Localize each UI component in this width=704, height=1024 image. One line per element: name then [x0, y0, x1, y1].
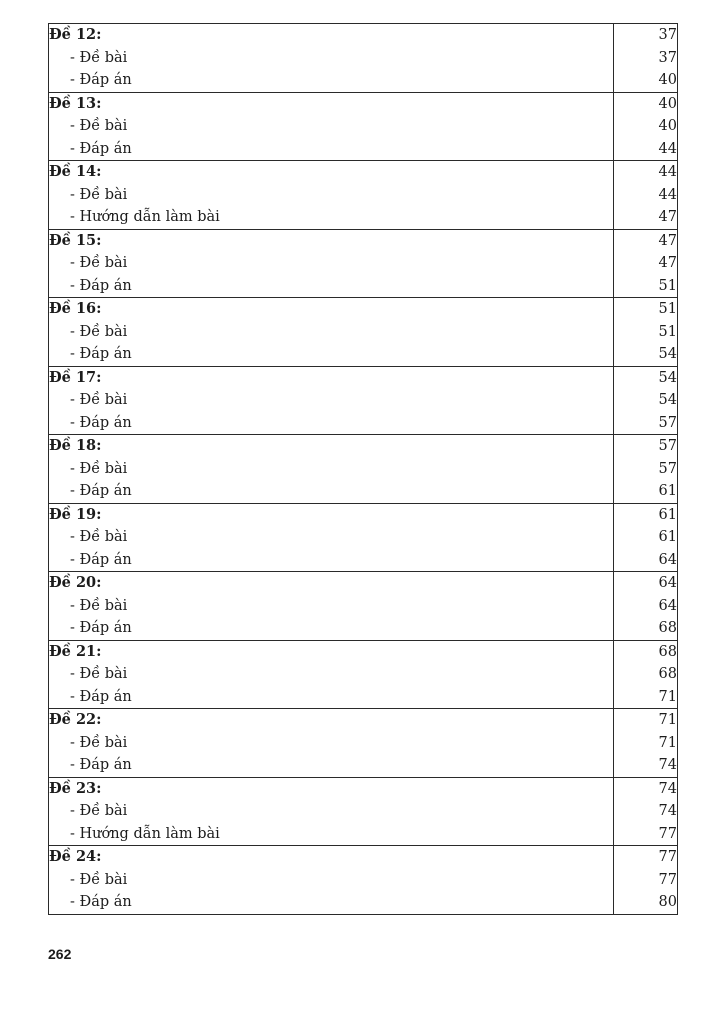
section-page: 44	[658, 164, 677, 180]
item-page: 54	[658, 392, 677, 408]
section-title: Đề 24:	[49, 848, 102, 865]
item-page: 40	[658, 72, 677, 88]
toc-pages-cell	[614, 435, 678, 504]
item-label: - Đáp án	[70, 894, 132, 910]
item-label: - Đề bài	[70, 186, 128, 203]
section-page: 51	[658, 301, 677, 317]
item-label: - Đề bài	[70, 597, 128, 614]
section-title: Đề 18:	[49, 437, 102, 454]
item-page: 61	[658, 483, 677, 499]
item-page: 44	[658, 140, 677, 157]
item-label: - Đáp án	[70, 483, 132, 499]
section-title: Đề 14:	[49, 163, 102, 180]
item-label: - Đề bài	[70, 255, 128, 271]
toc-pages-cell	[614, 709, 678, 778]
item-page: 57	[658, 460, 677, 477]
toc-pages-cell	[614, 24, 678, 93]
item-page: 47	[658, 209, 677, 225]
section-title: Đề 12:	[49, 26, 102, 43]
item-page: 54	[658, 346, 677, 362]
toc-pages-cell	[614, 161, 678, 230]
section-page: 74	[658, 780, 677, 797]
toc-entries-cell	[49, 161, 614, 230]
item-page: 68	[658, 620, 677, 636]
item-label: - Đáp án	[70, 757, 132, 773]
section-title: Đề 22:	[49, 711, 102, 728]
toc-body	[49, 24, 678, 915]
item-label: - Hướng dẫn làm bài	[70, 825, 220, 842]
item-page: 74	[658, 757, 677, 773]
toc-pages-cell	[614, 229, 678, 298]
toc-section	[49, 572, 678, 641]
section-page: 71	[658, 712, 677, 728]
toc-section	[49, 846, 678, 915]
item-label: - Đề bài	[70, 49, 128, 66]
toc-pages-cell	[614, 503, 678, 572]
table-of-contents	[48, 23, 678, 915]
item-label: - Đáp án	[70, 346, 132, 362]
item-label: - Đề bài	[70, 118, 128, 134]
section-page: 68	[658, 643, 677, 660]
toc-section	[49, 777, 678, 846]
item-page: 37	[658, 49, 677, 66]
section-title: Đề 17:	[49, 368, 102, 386]
toc-section	[49, 24, 678, 93]
section-page: 57	[658, 438, 677, 454]
item-label: - Hướng dẫn làm bài	[70, 209, 220, 225]
section-title: Đề 20:	[49, 574, 102, 591]
toc-section	[49, 298, 678, 367]
toc-pages-cell	[614, 640, 678, 709]
section-page: 37	[658, 27, 677, 43]
item-label: - Đề bài	[70, 734, 128, 751]
item-label: - Đáp án	[70, 551, 132, 568]
toc-entries-cell	[49, 92, 614, 161]
section-page: 47	[658, 232, 677, 249]
section-title: Đề 19:	[49, 505, 102, 523]
section-page: 77	[658, 849, 677, 865]
toc-entries-cell	[49, 366, 614, 435]
section-title: Đề 15:	[49, 231, 102, 249]
item-label: - Đáp án	[70, 688, 132, 705]
item-page: 74	[658, 803, 677, 819]
toc-pages-cell	[614, 846, 678, 915]
toc-entries-cell	[49, 846, 614, 915]
item-page: 57	[658, 414, 677, 431]
toc-section	[49, 503, 678, 572]
page-number: 262	[48, 946, 72, 962]
item-label: - Đáp án	[70, 72, 132, 88]
toc-section	[49, 229, 678, 298]
section-title: Đề 16:	[49, 300, 102, 317]
toc-entries-cell	[49, 435, 614, 504]
toc-entries-cell	[49, 298, 614, 367]
toc-entries-cell	[49, 503, 614, 572]
item-page: 47	[658, 255, 677, 271]
item-label: - Đề bài	[70, 323, 128, 340]
item-page: 51	[658, 277, 677, 294]
toc-entries-cell	[49, 640, 614, 709]
item-page: 77	[658, 871, 677, 888]
toc-pages-cell	[614, 298, 678, 367]
item-label: - Đề bài	[70, 871, 128, 888]
item-page: 71	[658, 734, 677, 751]
toc-entries-cell	[49, 709, 614, 778]
toc-entries-cell	[49, 229, 614, 298]
item-page: 77	[658, 825, 677, 842]
toc-entries-cell	[49, 572, 614, 641]
toc-entries-cell	[49, 24, 614, 93]
section-title: Đề 13:	[49, 94, 102, 112]
item-label: - Đáp án	[70, 414, 132, 431]
item-page: 40	[658, 118, 677, 134]
section-title: Đề 23:	[49, 779, 102, 797]
item-label: - Đề bài	[70, 803, 128, 819]
toc-section	[49, 161, 678, 230]
item-page: 68	[658, 666, 677, 682]
item-label: - Đề bài	[70, 666, 128, 682]
item-page: 71	[658, 688, 677, 705]
item-label: - Đề bài	[70, 392, 128, 408]
section-page: 54	[658, 369, 677, 386]
toc-section	[49, 709, 678, 778]
item-page: 51	[658, 323, 677, 340]
item-label: - Đề bài	[70, 529, 128, 545]
toc-section	[49, 366, 678, 435]
toc-pages-cell	[614, 92, 678, 161]
toc-section	[49, 92, 678, 161]
item-page: 80	[658, 894, 677, 910]
toc-pages-cell	[614, 366, 678, 435]
section-title: Đề 21:	[49, 642, 102, 660]
toc-section	[49, 435, 678, 504]
toc-pages-cell	[614, 777, 678, 846]
toc-pages-cell	[614, 572, 678, 641]
item-page: 64	[658, 551, 677, 568]
item-label: - Đáp án	[70, 140, 132, 157]
item-page: 44	[658, 186, 677, 203]
toc-section	[49, 640, 678, 709]
item-label: - Đề bài	[70, 460, 128, 477]
section-page: 61	[658, 506, 677, 523]
section-page: 64	[658, 575, 677, 591]
item-label: - Đáp án	[70, 620, 132, 636]
item-page: 64	[658, 597, 677, 614]
item-page: 61	[658, 529, 677, 545]
toc-entries-cell	[49, 777, 614, 846]
item-label: - Đáp án	[70, 277, 132, 294]
section-page: 40	[658, 95, 677, 112]
